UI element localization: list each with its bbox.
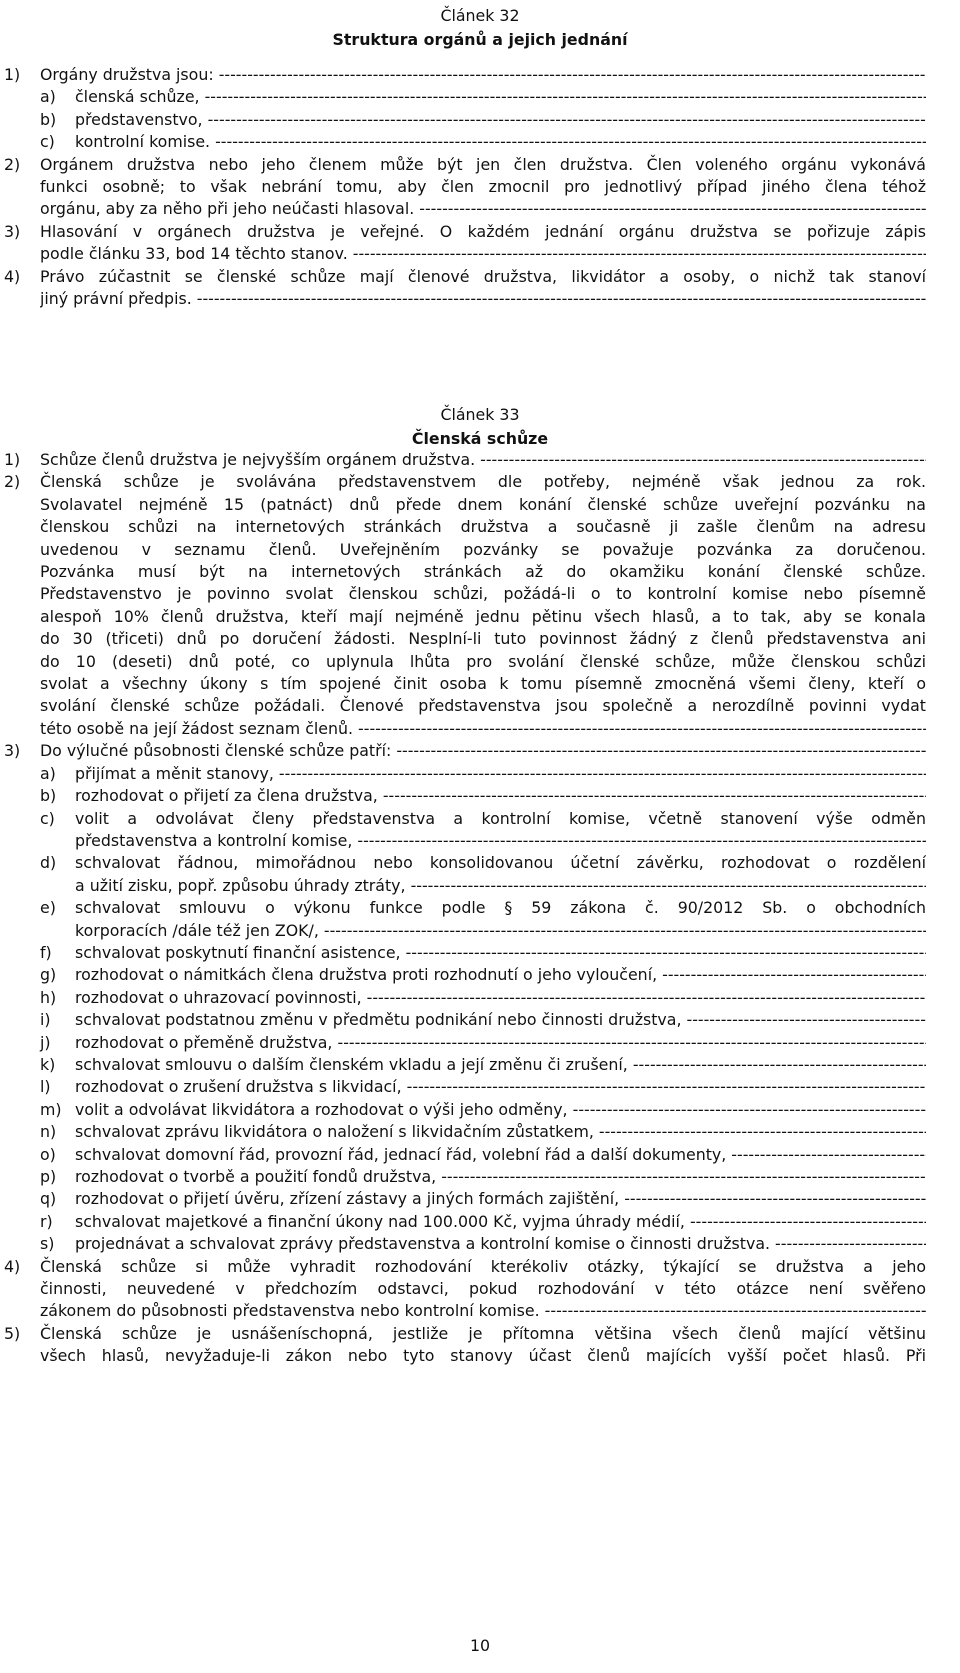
item-letter: a) [40, 87, 56, 107]
a32-paragraph-4: 4) Právo zúčastnit se členské schůze mají členové družstva, likvidátor a osoby, o nichž tak stanoví jiný právní předpis. ----- [4, 266, 926, 311]
a33-list-item [40, 987, 926, 1009]
item-letter: m) [40, 1099, 62, 1119]
item-letter: s) [40, 1234, 55, 1254]
a33-p2-line: Členská schůze je svolávána představenstvem dle potřeby, nejméně však jednou za rok. [40, 472, 926, 492]
item-letter: g) [40, 965, 57, 985]
a33-list-item [40, 852, 926, 897]
a32-p2-line: orgánu, aby za něho při jeho neúčasti hlasoval. ----- [40, 198, 926, 220]
a33-paragraph-2: 2) Členská schůze je svolávána představenstvem dle potřeby, nejméně však jednou za rok. Svolavatel nejméně 15 (patnáct) dnů přede dnem konání členské schůze uveřejní pozvánku na členskou schůzi na internetových stránkách družstva a současně ji zašle členům na adresu uvedenou v seznamu členů. Uveřejněním pozvánky se považuje pozvánka za doručenou. Pozvánka musí být na internetových stránkách až do okamžiku konání členské schůze. Představenstvo je povinno svolat členskou schůzi, požádá-li o to kontrolní komise nebo písemně alespoň 10% členů družstva, kteří mají nejméně jednu pětinu všech hlasů, a to tak, aby se konala do 30 (třiceti) dnů po doručení žádosti. Nesplní-li tuto povinnost žádný z členů představenstva ani do 10 (deseti) dnů poté, co uplynula lhůta pro svolání členské schůze, může členskou schůzi svolat a všechny úkony s tím spojené činit osoba k tomu písemně zmocněná všemi členy, kteří o svolání členské schůze požádali. Členové představenstva jsou společně a nerozdílně povinni vydat této osobě na její žádost seznam členů. ----- [4, 471, 926, 740]
item-letter: b) [40, 109, 57, 129]
a33-p2-line: Pozvánka musí být na internetových stránkách až do okamžiku konání členské schůze. [40, 562, 926, 582]
a32-paragraph-2: 2) Orgánem družstva nebo jeho členem může být jen člen družstva. Člen voleného orgánu vykonává funkci osobně; to však nebrání tomu, aby člen zmocnil pro jednotlivý případ jiného člena téhož orgánu, aby za něho při jeho neúčasti hlasoval. ----- [4, 154, 926, 221]
article-33-heading [0, 403, 960, 451]
a33-p2-line: svolání členské schůze požádali. Členové představenstva jsou společně a nerozdílně povinni vydat [40, 696, 926, 716]
article-32-title: Struktura orgánů a jejich jednání [332, 30, 628, 49]
a33-list-item [40, 1054, 926, 1076]
item-text: schvalovat řádnou, mimořádnou nebo konsolidovanou účetní závěrku, rozhodovat o rozdělení [75, 853, 926, 873]
a33-p2-line: Představenstvo je povinno svolat členskou schůzi, požádá-li o to kontrolní komise nebo písemně [40, 584, 926, 604]
item-text: představenstva a kontrolní komise, ----- [75, 830, 926, 852]
a32-list-item [40, 86, 926, 108]
a33-p2-line: této osobě na její žádost seznam členů. ----- [40, 718, 926, 740]
item-text: rozhodovat o zrušení družstva s likvidací, ----- [75, 1076, 926, 1098]
a33-list-item [40, 1009, 926, 1031]
item-text: kontrolní komise. ----- [75, 131, 926, 153]
a33-list-item [40, 1076, 926, 1098]
item-text: schvalovat domovní řád, provozní řád, jednací řád, volební řád a další dokumenty, ----- [75, 1144, 926, 1166]
article-33-number: Článek 33 [440, 405, 520, 424]
item-letter: c) [40, 808, 55, 828]
a33-list-item [40, 1188, 926, 1210]
article-32-heading [0, 4, 960, 52]
a33-p5-line: všech hlasů, nevyžaduje-li zákon nebo tyto stanovy účast členů majících vyšší počet hlasů. Při [40, 1346, 926, 1366]
a32-p2-line: funkci osobně; to však nebrání tomu, aby člen zmocnil pro jednotlivý případ jiného člena téhož [40, 177, 926, 197]
item-text: projednávat a schvalovat zprávy představenstva a kontrolní komise o činnosti družstva. ----- [75, 1233, 926, 1255]
a32-p4-line: jiný právní předpis. ----- [40, 288, 926, 310]
item-text: schvalovat zprávu likvidátora o naložení s likvidačním zůstatkem, ----- [75, 1121, 926, 1143]
a33-list-item [40, 1099, 926, 1121]
item-letter: o) [40, 1144, 56, 1164]
a33-p2-line: do 10 (deseti) dnů poté, co uplynula lhůta pro svolání členské schůze, může členskou schůzi [40, 651, 926, 671]
a33-list-item [40, 808, 926, 853]
article-32-body [0, 64, 960, 310]
item-text: rozhodovat o uhrazovací povinnosti, ----- [75, 987, 926, 1009]
a32-p3-line: Hlasování v orgánech družstva je veřejné. O každém jednání orgánu družstva se pořizuje zápis [40, 221, 926, 241]
item-letter: l) [40, 1077, 51, 1097]
a32-p1-text: Orgány družstva jsou: ----- [40, 64, 926, 86]
item-text: představenstvo, ----- [75, 109, 926, 131]
item-text: a užití zisku, popř. způsobu úhrady ztráty, ----- [75, 875, 926, 897]
a32-p4-line: Právo zúčastnit se členské schůze mají členové družstva, likvidátor a osoby, o nichž tak stanoví [40, 266, 926, 286]
a33-p2-line: do 30 (třiceti) dnů po doručení žádosti. Nesplní-li tuto povinnost žádný z členů představenstva ani [40, 629, 926, 649]
a33-p2-line: Svolavatel nejméně 15 (patnáct) dnů přede dnem konání členské schůze uveřejní pozvánku na [40, 494, 926, 514]
item-letter: r) [40, 1211, 53, 1231]
a33-p4-line: činnosti, neuvedené v předchozím odstavci, pokud rozhodování v této otázce není svěřeno [40, 1279, 926, 1299]
a33-list-item [40, 942, 926, 964]
item-text: schvalovat smlouvu o výkonu funkce podle § 59 zákona č. 90/2012 Sb. o obchodních [75, 898, 926, 918]
a32-paragraph-1: 1) Orgány družstva jsou: ----- [4, 64, 926, 86]
a33-list-item [40, 1211, 926, 1233]
item-letter: e) [40, 898, 56, 918]
a33-p2-line: uvedenou v seznamu členů. Uveřejněním pozvánky se považuje pozvánka za doručenou. [40, 539, 926, 559]
item-letter: k) [40, 1054, 56, 1074]
item-text: schvalovat poskytnutí finanční asistence, ----- [75, 942, 926, 964]
a33-paragraph-1: 1) Schůze členů družstva je nejvyšším orgánem družstva. ----- [4, 449, 926, 471]
a33-list-item [40, 897, 926, 942]
a33-paragraph-4: 4) Členská schůze si může vyhradit rozhodování kterékoliv otázky, týkající se družstva a jeho činnosti, neuvedené v předchozím odstavci, pokud rozhodování v této otázce není svěřeno zákonem do působnosti představenstva nebo kontrolní komise. ----- [4, 1256, 926, 1323]
article-32-number: Článek 32 [440, 6, 520, 25]
a33-list-item [40, 1121, 926, 1143]
item-text: přijímat a měnit stanovy, ----- [75, 763, 926, 785]
a33-list-item [40, 1233, 926, 1255]
item-letter: d) [40, 853, 57, 873]
a33-p2-line: alespoň 10% členů družstva, kteří mají nejméně jednu pětinu všech hlasů, a to tak, aby se konala [40, 606, 926, 626]
a33-p2-line: svolat a všechny úkony s tím spojené činit osoba k tomu písemně zmocněná všemi členy, kteří o [40, 674, 926, 694]
item-text: schvalovat majetkové a finanční úkony nad 100.000 Kč, vyjma úhrady médií, ----- [75, 1211, 926, 1233]
a33-p4-line: zákonem do působnosti představenstva nebo kontrolní komise. ----- [40, 1300, 926, 1322]
article-33-body [0, 449, 960, 1368]
a33-p2-line: členskou schůzi na internetových stránkách družstva a současně ji zašle členům na adresu [40, 517, 926, 537]
article-33-title: Členská schůze [411, 429, 549, 448]
page-number: 10 [469, 1636, 491, 1655]
a33-list-item [40, 1144, 926, 1166]
a33-list-item [40, 1032, 926, 1054]
a33-list-item [40, 763, 926, 785]
item-letter: n) [40, 1122, 57, 1142]
item-text: rozhodovat o přijetí za člena družstva, ----- [75, 785, 926, 807]
item-text: schvalovat smlouvu o dalším členském vkladu a její změnu či zrušení, ----- [75, 1054, 926, 1076]
item-letter: j) [40, 1032, 51, 1052]
a33-paragraph-3: 3) Do výlučné působnosti členské schůze patří: ----- [4, 740, 926, 762]
a32-list-item [40, 109, 926, 131]
a32-list-item [40, 131, 926, 153]
a33-p1-text: Schůze členů družstva je nejvyšším orgánem družstva. ----- [40, 449, 926, 471]
a33-p5-line: Členská schůze je usnášeníschopná, jestliže je přítomna většina všech členů mající většinu [40, 1323, 926, 1343]
a33-list-item [40, 1166, 926, 1188]
item-text: rozhodovat o přijetí úvěru, zřízení zástavy a jiných formách zajištění, ----- [75, 1188, 926, 1210]
a33-paragraph-5: 5) Členská schůze je usnášeníschopná, jestliže je přítomna většina všech členů mající většinu všech hlasů, nevyžaduje-li zákon nebo tyto stanovy účast členů majících vyšší počet hlasů. Při [4, 1323, 926, 1368]
item-text: schvalovat podstatnou změnu v předmětu podnikání nebo činnosti družstva, ----- [75, 1009, 926, 1031]
a32-paragraph-3: 3) Hlasování v orgánech družstva je veřejné. O každém jednání orgánu družstva se pořizuje zápis podle článku 33, bod 14 těchto stanov. ----- [4, 221, 926, 266]
item-text: rozhodovat o námitkách člena družstva proti rozhodnutí o jeho vyloučení, ----- [75, 964, 926, 986]
item-text: volit a odvolávat členy představenstva a kontrolní komise, včetně stanovení výše odměn [75, 808, 926, 828]
item-letter: i) [40, 1010, 51, 1030]
a33-list-item [40, 785, 926, 807]
item-letter: f) [40, 942, 52, 962]
item-text: rozhodovat o přeměně družstva, ----- [75, 1032, 926, 1054]
item-letter: c) [40, 132, 55, 152]
item-text: korporacích /dále též jen ZOK/, ----- [75, 920, 926, 942]
a33-p3-text: Do výlučné působnosti členské schůze patří: ----- [40, 740, 926, 762]
a32-p2-line: Orgánem družstva nebo jeho členem může být jen člen družstva. Člen voleného orgánu vykonává [40, 154, 926, 174]
item-letter: h) [40, 987, 57, 1007]
item-text: rozhodovat o tvorbě a použití fondů družstva, ----- [75, 1166, 926, 1188]
a32-p3-line: podle článku 33, bod 14 těchto stanov. ----- [40, 243, 926, 265]
item-letter: p) [40, 1167, 57, 1186]
item-text: volit a odvolávat likvidátora a rozhodovat o výši jeho odměny, ----- [75, 1099, 926, 1121]
item-letter: q) [40, 1189, 57, 1209]
item-text: členská schůze, ----- [75, 86, 926, 108]
item-letter: a) [40, 763, 56, 783]
a33-list-item [40, 964, 926, 986]
item-letter: b) [40, 786, 57, 806]
a33-p4-line: Členská schůze si může vyhradit rozhodování kterékoliv otázky, týkající se družstva a jeho [40, 1256, 926, 1276]
